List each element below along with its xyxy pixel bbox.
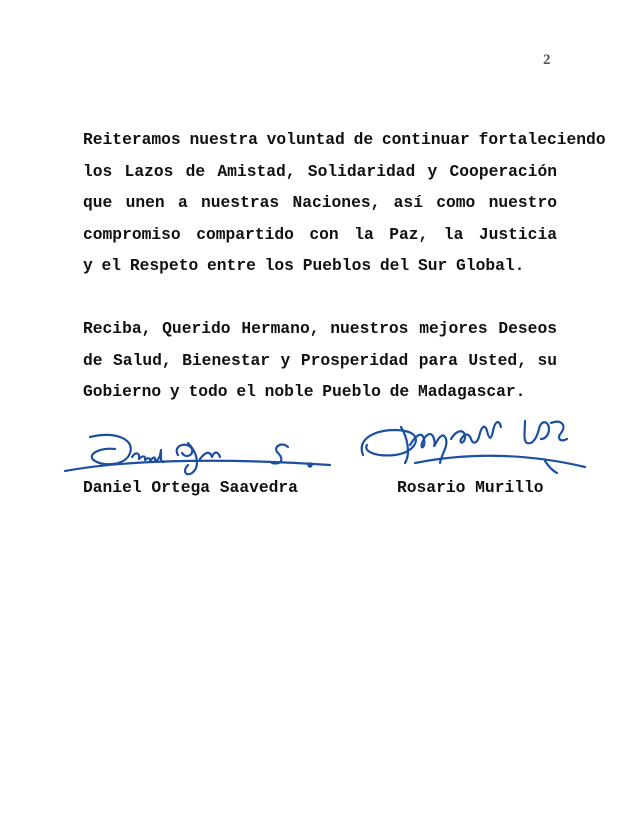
text-line: Gobierno y todo el noble Pueblo de Madagascar. — [83, 382, 526, 401]
text-line: los Lazos de Amistad, Solidaridad y Cooperación — [83, 161, 557, 181]
signatory-name-left: Daniel Ortega Saavedra — [83, 478, 298, 497]
text-line: que unen a nuestras Naciones, así como nuestro — [83, 193, 557, 212]
text-line: Reiteramos nuestra voluntad de continuar fortaleciendo — [83, 130, 606, 149]
text-line: y el Respeto entre los Pueblos del Sur Global. — [83, 256, 525, 275]
page-number: 2 — [543, 52, 551, 68]
paragraph-reaffirmation — [83, 124, 606, 282]
text-line: de Salud, Bienestar y Prosperidad para Usted, su — [83, 350, 557, 370]
signatory-name-right: Rosario Murillo — [397, 478, 544, 497]
signature-right-image — [355, 405, 590, 485]
signature-left-image — [60, 425, 345, 480]
paragraph-wishes — [83, 313, 557, 408]
text-line: Reciba, Querido Hermano, nuestros mejores Deseos — [83, 319, 557, 338]
text-line: compromiso compartido con la Paz, la Justicia — [83, 224, 557, 244]
